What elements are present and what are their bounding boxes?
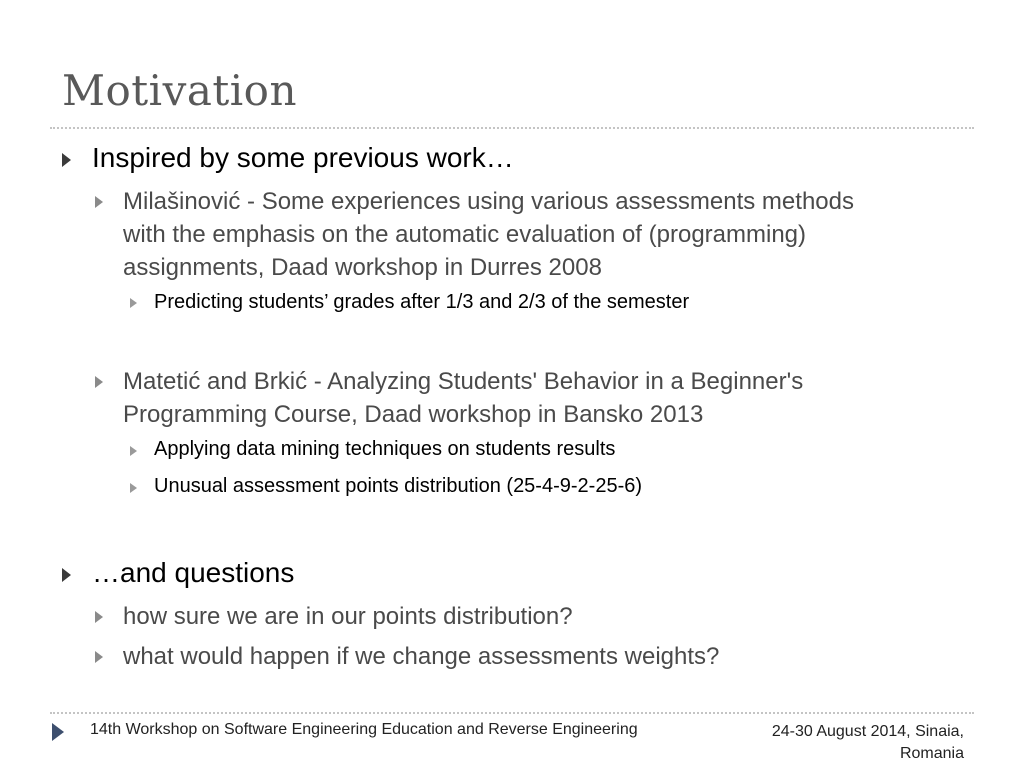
bullet-level3-data-mining: Applying data mining techniques on students results bbox=[154, 438, 616, 460]
bullet-level3-points-distribution: Unusual assessment points distribution (25-4-9-2-25-6) bbox=[154, 475, 643, 497]
bullet-level2-how-sure: how sure we are in our points distribution? bbox=[123, 603, 573, 630]
bullet-triangle-icon bbox=[95, 611, 103, 623]
bullet-triangle-icon bbox=[62, 153, 71, 167]
bullet-level2-milasinovic-line3: assignments, Daad workshop in Durres 2008 bbox=[123, 254, 602, 281]
bullet-level2-matetic-line1: Matetić and Brkić - Analyzing Students' Behavior in a Beginner's bbox=[123, 368, 804, 395]
footer-workshop-name: 14th Workshop on Software Engineering Education and Reverse Engineering bbox=[90, 721, 638, 738]
bullet-level1-questions: …and questions bbox=[92, 557, 295, 588]
bullet-triangle-icon bbox=[95, 651, 103, 663]
bullet-triangle-icon bbox=[130, 483, 137, 493]
footer-date: 24-30 August 2014, Sinaia, bbox=[771, 723, 964, 740]
bullet-triangle-icon bbox=[130, 446, 137, 456]
bullet-level1-inspired: Inspired by some previous work… bbox=[92, 142, 514, 173]
title-divider bbox=[50, 127, 974, 129]
bullet-level2-milasinovic-line2: with the emphasis on the automatic evaluation of (programming) bbox=[123, 221, 807, 248]
bullet-level2-what-would: what would happen if we change assessments weights? bbox=[123, 643, 720, 670]
footer-divider bbox=[50, 712, 974, 714]
slide-title: Motivation bbox=[62, 66, 298, 115]
bullet-triangle-icon bbox=[130, 298, 137, 308]
footer-triangle-icon bbox=[52, 723, 64, 741]
bullet-triangle-icon bbox=[62, 568, 71, 582]
footer-location: Romania bbox=[899, 745, 964, 762]
bullet-triangle-icon bbox=[95, 196, 103, 208]
bullet-level2-milasinovic-line1: Milašinović - Some experiences using various assessments methods bbox=[123, 188, 854, 215]
bullet-triangle-icon bbox=[95, 376, 103, 388]
footer-date-location bbox=[734, 721, 964, 765]
bullet-level3-predicting: Predicting students’ grades after 1/3 and 2/3 of the semester bbox=[154, 291, 690, 313]
bullet-level2-matetic-line2: Programming Course, Daad workshop in Bansko 2013 bbox=[123, 401, 704, 428]
